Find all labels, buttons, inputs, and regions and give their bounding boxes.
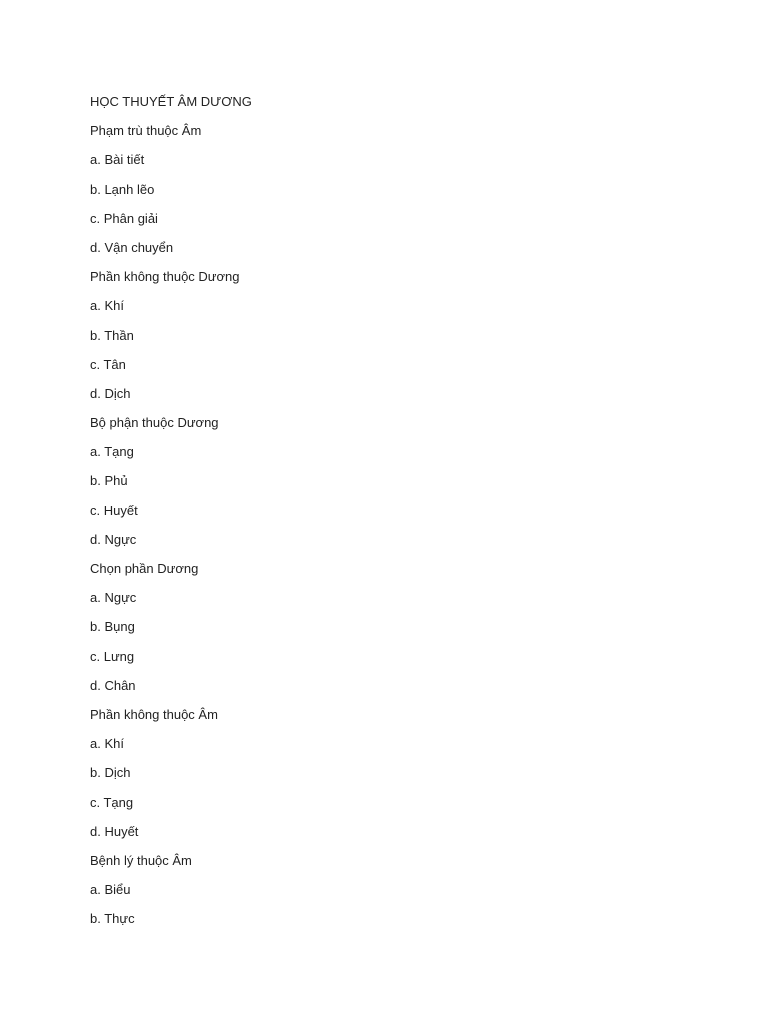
option-5d: d. Huyết: [90, 823, 139, 839]
option-4c: c. Lưng: [90, 648, 135, 664]
option-5c: c. Tạng: [90, 794, 134, 810]
question-4: Chọn phần Dương: [90, 561, 199, 576]
document-page: [90, 92, 730, 938]
question-5: Phần không thuộc Âm: [90, 706, 218, 722]
question-1: Phạm trù thuộc Âm: [90, 123, 202, 139]
option-4d: d. Chân: [90, 677, 136, 693]
option-5b: b. Dịch: [90, 765, 131, 781]
option-2d: d. Dịch: [90, 385, 131, 401]
option-4b: b. Bụng: [90, 619, 135, 635]
option-3d: d. Ngực: [90, 531, 137, 547]
option-1d: d. Vận chuyển: [90, 239, 174, 255]
option-3b: b. Phủ: [90, 473, 128, 489]
option-6b: b. Thực: [90, 911, 135, 927]
option-3c: c. Huyết: [90, 502, 138, 518]
option-2a: a. Khí: [90, 298, 124, 314]
document-title: HỌC THUYẾT ÂM DƯƠNG: [90, 94, 252, 109]
option-1a: a. Bài tiết: [90, 152, 145, 168]
question-2: Phần không thuộc Dương: [90, 269, 240, 285]
option-4a: a. Ngực: [90, 590, 137, 606]
question-3: Bộ phận thuộc Dương: [90, 415, 219, 431]
option-2c: c. Tân: [90, 356, 126, 372]
option-3a: a. Tạng: [90, 444, 134, 460]
option-1c: c. Phân giải: [90, 210, 158, 226]
option-6a: a. Biểu: [90, 882, 131, 898]
option-1b: b. Lạnh lẽo: [90, 181, 155, 197]
option-5a: a. Khí: [90, 736, 124, 752]
question-6: Bệnh lý thuộc Âm: [90, 852, 192, 868]
option-2b: b. Thần: [90, 327, 134, 343]
